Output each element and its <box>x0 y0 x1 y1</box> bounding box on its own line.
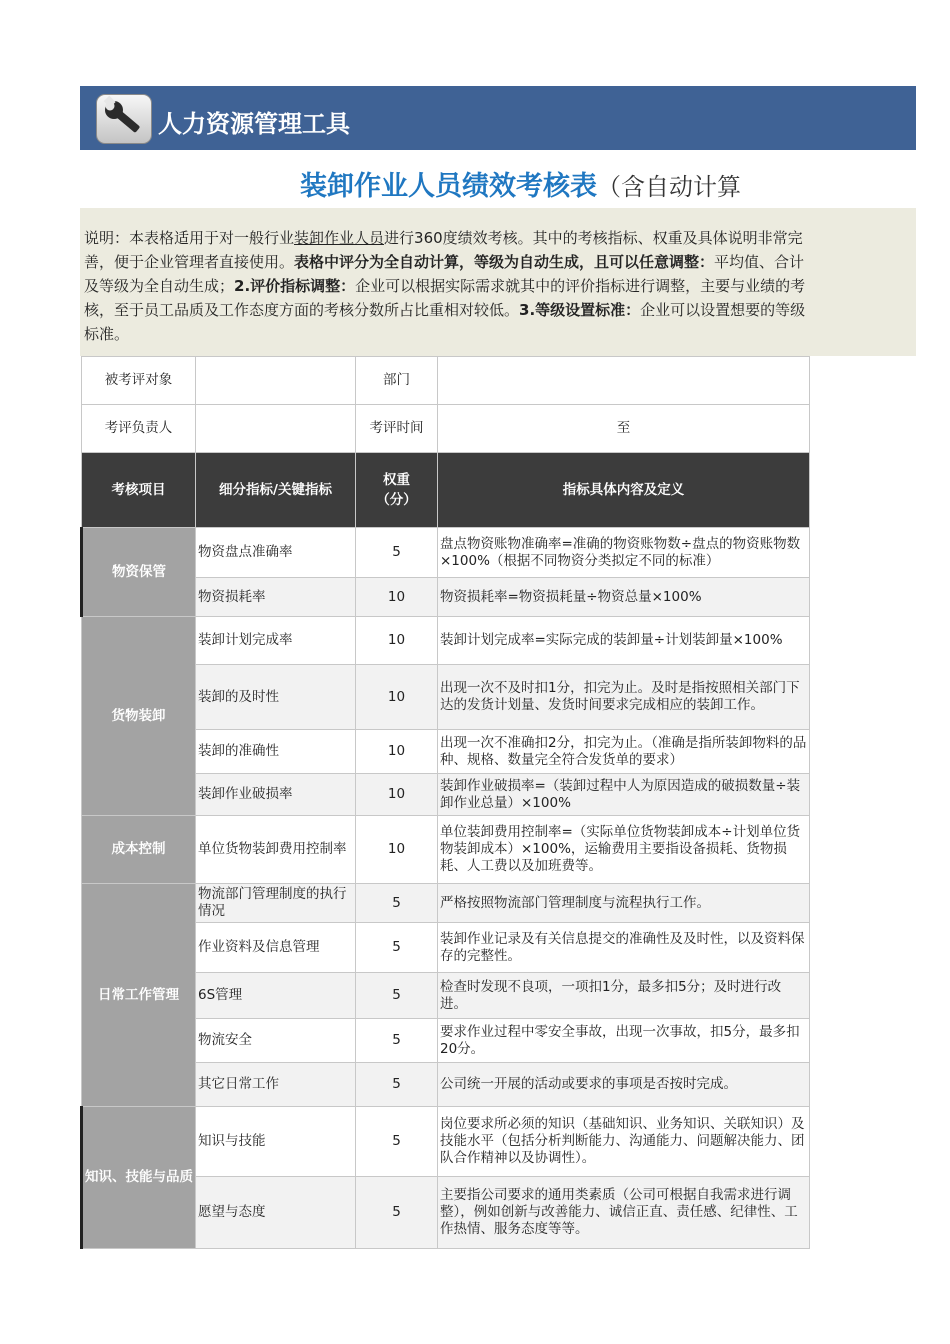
weight-cell: 5 <box>356 884 438 923</box>
definition-cell: 公司统一开展的活动或要求的事项是否按时完成。 <box>438 1063 810 1107</box>
weight-cell: 10 <box>356 578 438 617</box>
indicator-cell: 愿望与态度 <box>196 1177 356 1249</box>
definition-cell: 严格按照物流部门管理制度与流程执行工作。 <box>438 884 810 923</box>
weight-cell: 5 <box>356 1177 438 1249</box>
indicator-cell: 物资盘点准确率 <box>196 528 356 578</box>
notes-underlined: 装卸作业人员 <box>294 229 385 247</box>
time-value[interactable]: 至 <box>438 405 810 453</box>
weight-cell: 5 <box>356 923 438 973</box>
app-title: 人力资源管理工具 <box>158 110 350 138</box>
subject-label: 被考评对象 <box>82 357 196 405</box>
indicator-cell: 装卸的准确性 <box>196 730 356 774</box>
indicator-cell: 装卸作业破损率 <box>196 774 356 816</box>
weight-cell: 10 <box>356 617 438 665</box>
notes-bold-2: 2.评价指标调整： <box>234 277 356 295</box>
col-definition: 指标具体内容及定义 <box>438 453 810 528</box>
indicator-cell: 作业资料及信息管理 <box>196 923 356 973</box>
definition-cell: 出现一次不及时扣1分，扣完为止。及时是指按照相关部门下达的发货计划量、发货时间要求完成相应的装卸工作。 <box>438 665 810 730</box>
col-indicator: 细分指标/关键指标 <box>196 453 356 528</box>
definition-cell: 单位装卸费用控制率=（实际单位货物装卸成本÷计划单位货物装卸成本）×100%，运输费用主要指设备损耗、货物损耗、人工费以及加班费等。 <box>438 816 810 884</box>
appraisal-table <box>80 356 810 1249</box>
notes-bold-1: 表格中评分为全自动计算，等级为自动生成，且可以任意调整： <box>294 253 715 271</box>
definition-cell: 盘点物资账物准确率=准确的物资账物数÷盘点的物资账物数×100%（根据不同物资分类拟定不同的标准） <box>438 528 810 578</box>
notes-p2: 进行360度绩效考核。其中的考核指标、权重及具体说明非常完善，便于企业管理者直接使用。 <box>84 229 803 271</box>
definition-cell: 岗位要求所必须的知识（基础知识、业务知识、关联知识）及技能水平（包括分析判断能力、沟通能力、问题解决能力、团队合作精神以及协调性）。 <box>438 1107 810 1177</box>
rater-value[interactable] <box>196 405 356 453</box>
notes-p5: 企业可以设置想要的等级标准。 <box>84 301 806 343</box>
indicator-cell: 装卸计划完成率 <box>196 617 356 665</box>
weight-cell: 10 <box>356 730 438 774</box>
notes-p4: 企业可以根据实际需求就其中的评价指标进行调整，主要与业绩的考核，至于员工品质及工作态度方面的考核分数所占比重相对较低。 <box>84 277 806 319</box>
definition-cell: 装卸作业破损率=（装卸过程中人为原因造成的破损数量÷装卸作业总量）×100% <box>438 774 810 816</box>
definition-cell: 装卸作业记录及有关信息提交的准确性及及时性，以及资料保存的完整性。 <box>438 923 810 973</box>
weight-cell: 5 <box>356 1107 438 1177</box>
category-cell: 货物装卸 <box>82 617 196 816</box>
rater-label: 考评负责人 <box>82 405 196 453</box>
category-cell: 成本控制 <box>82 816 196 884</box>
indicator-cell: 6S管理 <box>196 973 356 1019</box>
weight-cell: 10 <box>356 665 438 730</box>
notes-p1: 说明：本表格适用于对一般行业 <box>84 229 295 247</box>
category-cell: 知识、技能与品质 <box>82 1107 196 1249</box>
definition-cell: 物资损耗率=物资损耗量÷物资总量×100% <box>438 578 810 617</box>
definition-cell: 装卸计划完成率=实际完成的装卸量÷计划装卸量×100% <box>438 617 810 665</box>
weight-cell: 5 <box>356 973 438 1019</box>
notes-p3: 平均值、合计及等级为全自动生成； <box>84 253 805 295</box>
definition-cell: 要求作业过程中零安全事故，出现一次事故，扣5分，最多扣20分。 <box>438 1019 810 1063</box>
time-label: 考评时间 <box>356 405 438 453</box>
definition-cell: 主要指公司要求的通用类素质（公司可根据自我需求进行调整），例如创新与改善能力、诚信正直、责任感、纪律性、工作热情、服务态度等等。 <box>438 1177 810 1249</box>
category-cell: 日常工作管理 <box>82 884 196 1107</box>
weight-cell: 5 <box>356 528 438 578</box>
weight-cell: 10 <box>356 774 438 816</box>
indicator-cell: 装卸的及时性 <box>196 665 356 730</box>
indicator-cell: 其它日常工作 <box>196 1063 356 1107</box>
indicator-cell: 知识与技能 <box>196 1107 356 1177</box>
col-weight: 权重（分） <box>356 453 438 528</box>
subject-value[interactable] <box>196 357 356 405</box>
title-main: 装卸作业人员绩效考核表 <box>300 171 597 202</box>
wrench-icon <box>96 94 152 144</box>
weight-cell: 10 <box>356 816 438 884</box>
col-item: 考核项目 <box>82 453 196 528</box>
dept-value[interactable] <box>438 357 810 405</box>
indicator-cell: 单位货物装卸费用控制率 <box>196 816 356 884</box>
weight-cell: 5 <box>356 1019 438 1063</box>
definition-cell: 出现一次不准确扣2分，扣完为止。（准确是指所装卸物料的品种、规格、数量完全符合发货单的要求） <box>438 730 810 774</box>
indicator-cell: 物流安全 <box>196 1019 356 1063</box>
document-title <box>300 164 916 204</box>
dept-label: 部门 <box>356 357 438 405</box>
category-cell: 物资保管 <box>82 528 196 617</box>
notes-text <box>84 226 812 346</box>
weight-cell: 5 <box>356 1063 438 1107</box>
indicator-cell: 物资损耗率 <box>196 578 356 617</box>
notes-bold-3: 3.等级设置标准： <box>519 301 641 319</box>
title-subtitle: （含自动计算 <box>597 173 741 201</box>
definition-cell: 检查时发现不良项，一项扣1分，最多扣5分；及时进行改进。 <box>438 973 810 1019</box>
indicator-cell: 物流部门管理制度的执行情况 <box>196 884 356 923</box>
